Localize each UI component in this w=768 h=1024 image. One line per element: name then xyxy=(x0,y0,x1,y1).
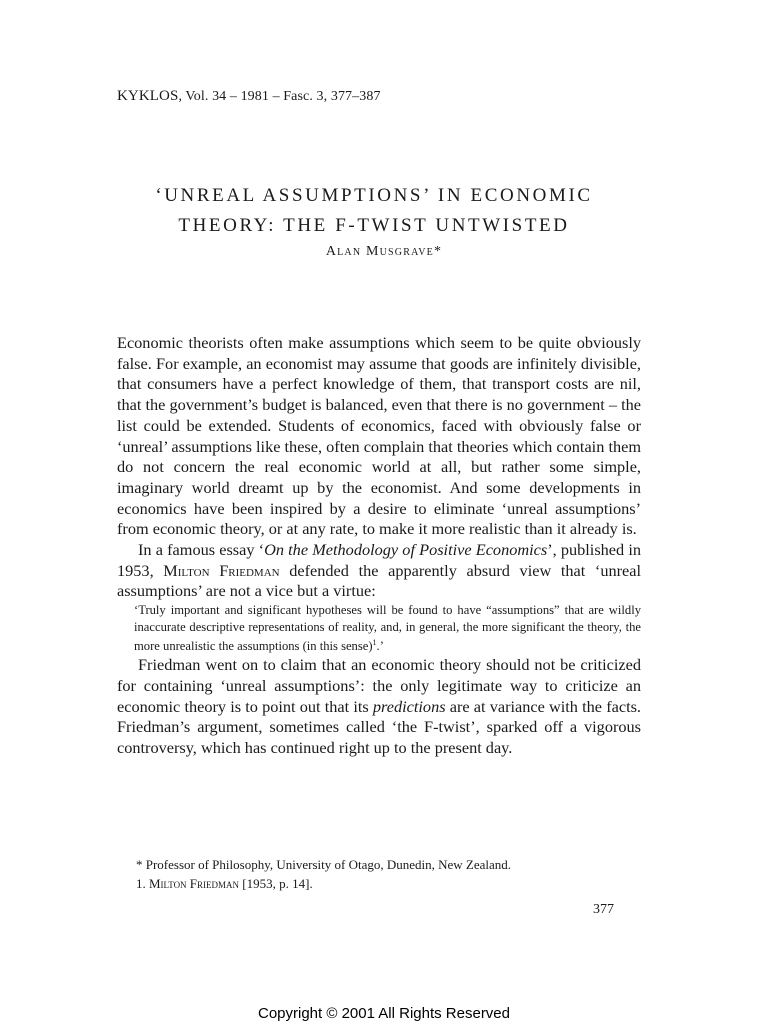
footnotes xyxy=(136,855,642,893)
paragraph-1: Economic theorists often make assumptions which seem to be quite obviously false. For example, an economist may assume that goods are infinitely divisible, that consumers have a perfect knowledge of them, that transport costs are nil, that the government’s budget is balanced, even that there is no government – the list could be extended. Students of economics, faced with obviously false or ‘unreal’ assumptions like these, often complain that theories which contain them do not concern the real economic world at all, but rather some simple, imaginary world dreamt up by the economist. And some developments in economics have been inspired by a desire to eliminate ‘unreal assumptions’ from economic theory, or at any rate, to make it more realistic than it already is. xyxy=(117,333,641,539)
paragraph-2-text-b: ’, published in 1953, xyxy=(117,540,642,580)
footnote-1-number: 1. xyxy=(136,876,149,891)
title-line-1: ‘UNREAL ASSUMPTIONS’ IN ECONOMIC xyxy=(155,184,593,206)
emphasis-predictions: predictions xyxy=(372,696,446,716)
essay-title: On the Methodology of Positive Economics xyxy=(264,540,548,560)
article-title xyxy=(60,181,688,241)
footnote-author-affiliation: * Professor of Philosophy, University of Otago, Dunedin, New Zealand. xyxy=(136,857,512,872)
quote-text: ‘Truly important and significant hypotheses will be found to have “assumptions” that are wildly inaccurate descriptive representations of reality, and, in general, the more significant the theory, the more unrealistic the assumptions (in this sense) xyxy=(134,603,641,654)
author-name: Alan Musgrave* xyxy=(325,244,443,259)
footnote-1-author: Milton Friedman xyxy=(149,876,240,891)
journal-name: KYKLOS xyxy=(117,88,179,104)
footnote-1 xyxy=(136,874,642,893)
page-number: 377 xyxy=(593,902,614,917)
footnote-ref-1: 1 xyxy=(372,638,377,648)
block-quote xyxy=(117,602,641,655)
quote-end: .’ xyxy=(376,639,384,654)
paragraph-3-text-a: Friedman went on to claim that an economic theory should not be criticized for containing ‘unreal assumptions’: the only legitimate way to criticize an economic theory is to point out that its xyxy=(117,655,641,716)
paragraph-2-text-a: In a famous essay ‘ xyxy=(138,540,265,560)
title-line-2: THEORY: THE F-TWIST UNTWISTED xyxy=(178,214,570,236)
paragraph-2 xyxy=(117,540,641,602)
cited-author: Milton Friedman xyxy=(163,560,280,580)
volume-info: , Vol. 34 – 1981 – Fasc. 3, 377–387 xyxy=(178,89,381,104)
footnote-1-ref: [1953, p. 14]. xyxy=(239,876,313,891)
journal-citation xyxy=(117,88,381,105)
paragraph-2-text-c: defended the apparently absurd view that ‘unreal assumptions’ are not a vice but a virtue: xyxy=(117,560,642,601)
copyright-notice: Copyright © 2001 All Rights Reserved xyxy=(257,1005,510,1022)
article-body xyxy=(117,333,641,759)
paragraph-3 xyxy=(117,655,641,759)
paragraph-3-text-b: are at variance with the facts. Friedman’s argument, sometimes called ‘the F-twist’, sparked off a vigorous controversy, which has continued right up to the present day. xyxy=(117,696,641,757)
